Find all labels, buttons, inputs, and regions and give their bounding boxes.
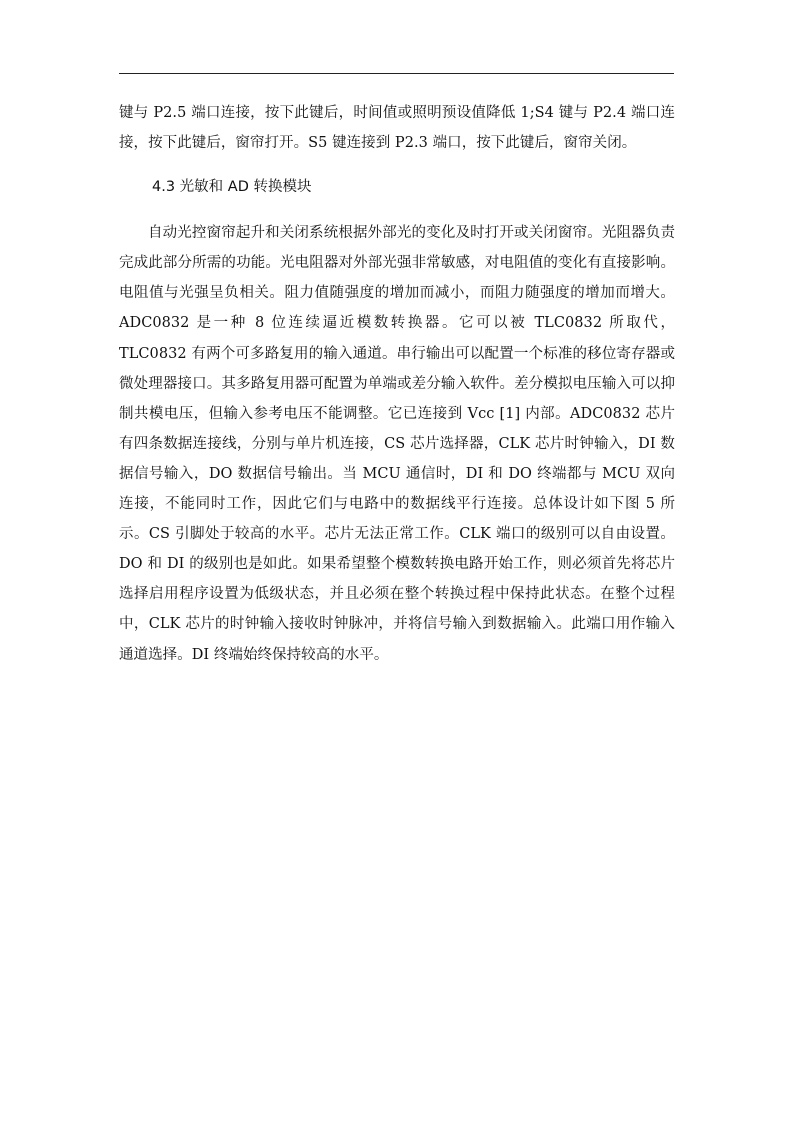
- paragraph-photosensitive-ad: 自动光控窗帘起升和关闭系统根据外部光的变化及时打开或关闭窗帘。光阻器负责完成此部分所需的功能。光电阻器对外部光强非常敏感，对电阻值的变化有直接影响。电阻值与光强呈负相关。阻力值随强度的增加而减小，而阻力随强度的增加而增大。 ADC0832 是一种 8 位连续逼近模数转换器。它可以被 TLC0832 所取代，TLC0832 有两个可多路复用的输入通道。串行输出可以配置一个标准的移位寄存器或微处理器接口。其多路复用器可配置为单端或差分输入软件。差分模拟电压输入可以抑制共模电压，但输入参考电压不能调整。它已连接到 Vcc [1] 内部。ADC0832 芯片有四条数据连接线，分别与单片机连接，CS 芯片选择器，CLK 芯片时钟输入，DI 数据信号输入，DO 数据信号输出。当 MCU 通信时，DI 和 DO 终端都与 MCU 双向连接，不能同时工作，因此它们与电路中的数据线平行连接。总体设计如下图 5 所示。CS 引脚处于较高的水平。芯片无法正常工作。CLK 端口的级别可以自由设置。DO 和 DI 的级别也是如此。如果希望整个模数转换电路开始工作，则必须首先将芯片选择启用程序设置为低级状态，并且必须在整个转换过程中保持此状态。在整个过程中，CLK 芯片的时钟输入接收时钟脉冲，并将信号输入到数据输入。此端口用作输入通道选择。DI 终端始终保持较高的水平。: [119, 225, 675, 663]
- header-rule: [119, 73, 674, 74]
- section-heading: 4.3 光敏和 AD 转换模块: [152, 179, 312, 196]
- paragraph-keys-continued: 键与 P2.5 端口连接，按下此键后，时间值或照明预设值降低 1;S4 键与 P2.4 端口连接，按下此键后，窗帘打开。S5 键连接到 P2.3 端口，按下此键后，窗帘关闭。: [119, 105, 675, 152]
- document-body: [119, 98, 675, 670]
